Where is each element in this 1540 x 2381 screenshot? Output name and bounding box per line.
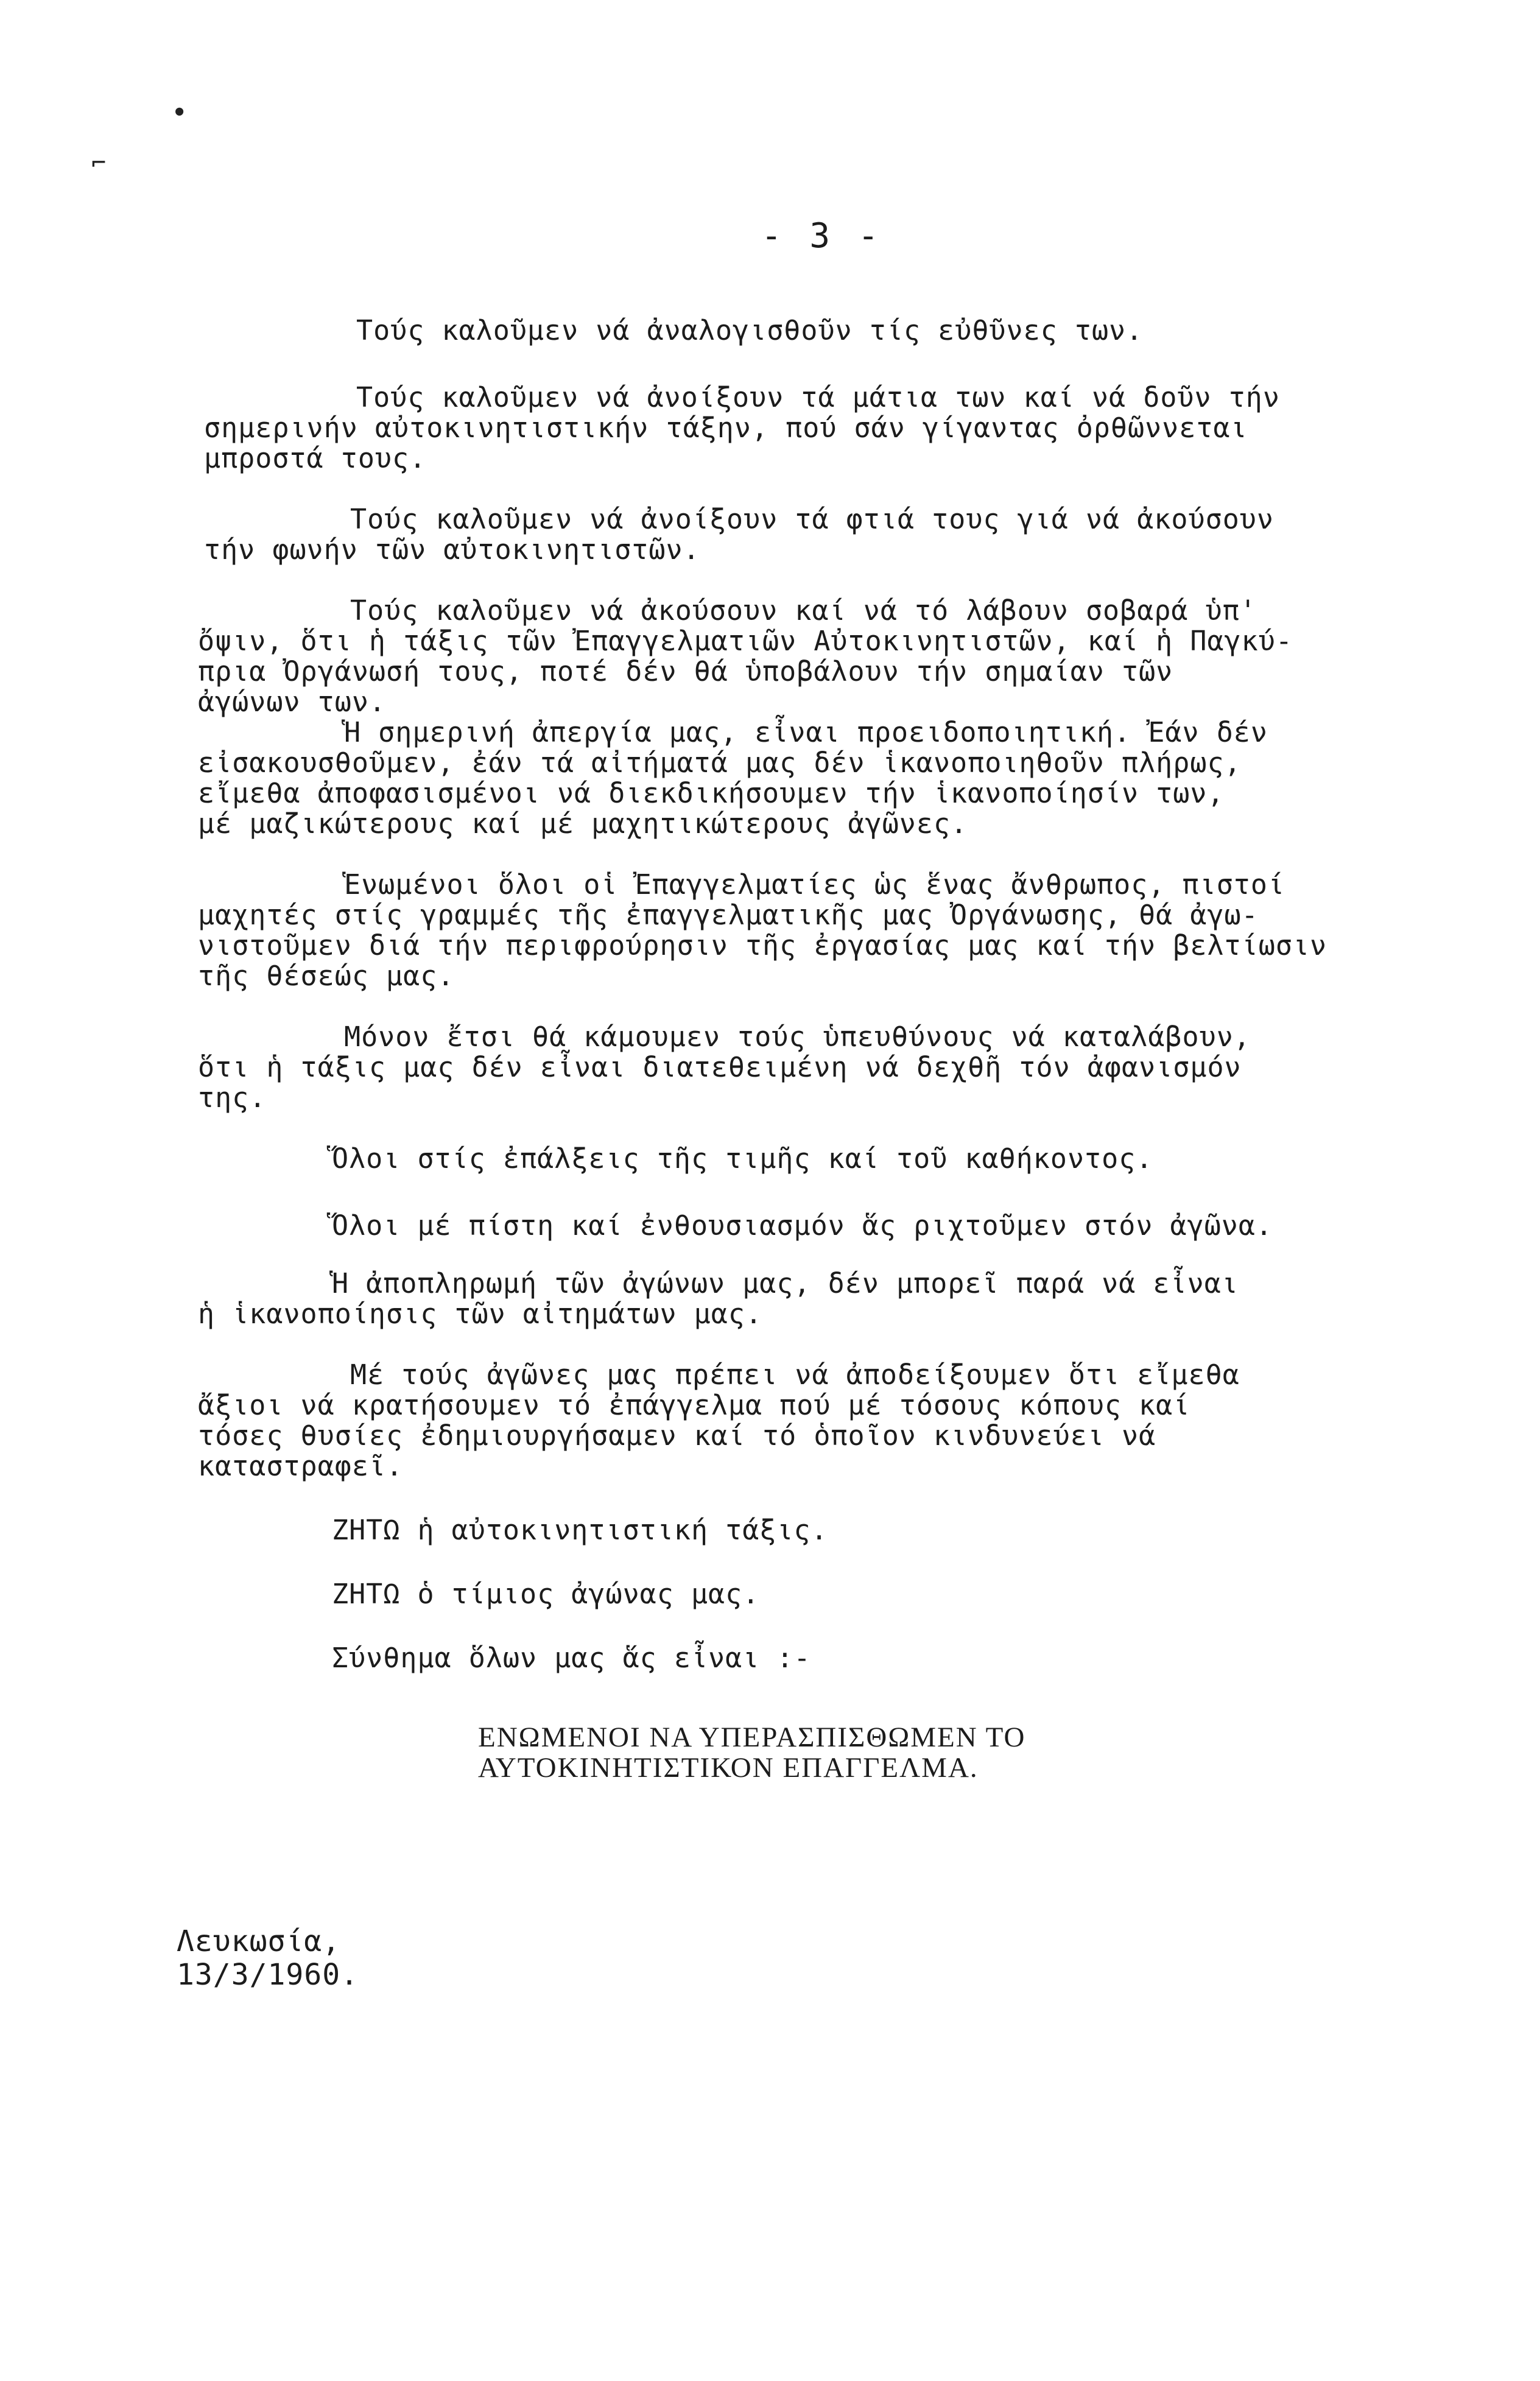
date: 13/3/1960. <box>177 1958 359 1992</box>
text-line: ἀγώνων των. <box>198 686 387 718</box>
text-line: Τούς καλοῦμεν νά ἀκούσουν καί νά τό λάβουν σοβαρά ὑπ' <box>350 594 1257 627</box>
page-number: - 3 - <box>761 216 882 256</box>
text-line: πρια Ὀργάνωσή τους, ποτέ δέν θά ὑποβάλουν τήν σημαίαν τῶν <box>198 655 1173 688</box>
text-line: Μόνον ἔτσι θά κάμουμεν τούς ὑπευθύνους νά καταλάβουν, <box>344 1021 1251 1053</box>
text-line: Μέ τούς ἀγῶνες μας πρέπει νά ἀποδείξουμεν ὅτι εἴμεθα <box>350 1359 1240 1391</box>
text-line: τήν φωνήν τῶν αὐτοκινητιστῶν. <box>204 533 700 566</box>
text-line: τόσες θυσίες ἐδημιουργήσαμεν καί τό ὁποῖον κινδυνεύει νά <box>198 1419 1156 1452</box>
place: Λευκωσία, <box>177 1924 341 1958</box>
text-line: μαχητές στίς γραμμές τῆς ἐπαγγελματικῆς μας Ὀργάνωσης, θά ἀγω- <box>198 899 1259 931</box>
text-line: Σύνθημα ὅλων μας ἅς εἶναι :- <box>332 1642 811 1674</box>
text-line: Ὅλοι μέ πίστη καί ἐνθουσιασμόν ἅς ριχτοῦμεν στόν ἀγῶνα. <box>332 1209 1273 1242</box>
text-line: Τούς καλοῦμεν νά ἀνοίξουν τά μάτια των καί νά δοῦν τήν <box>356 381 1280 413</box>
text-line: σημερινήν αὐτοκινητιστικήν τάξην, πού σάν γίγαντας ὀρθῶννεται <box>204 412 1248 444</box>
text-line: ἄξιοι νά κρατήσουμεν τό ἐπάγγελμα πού μέ τόσους κόπους καί <box>198 1389 1190 1421</box>
text-line: Ὅλοι στίς ἐπάλξεις τῆς τιμῆς καί τοῦ καθήκοντος. <box>332 1142 1153 1175</box>
text-line: ΖΗΤΩ ὁ τίμιος ἀγώνας μας. <box>332 1578 760 1610</box>
scan-mark: ⌐ <box>91 149 107 177</box>
text-line: τῆς θέσεώς μας. <box>198 960 455 992</box>
text-line: Ἡ σημερινή ἀπεργία μας, εἶναι προειδοποιητική. Ἐάν δέν <box>344 716 1268 748</box>
slogan-line: ΑΥΤΟΚΙΝΗΤΙΣΤΙΚΟΝ ΕΠΑΓΓΕΛΜΑ. <box>478 1752 979 1784</box>
text-line: Ἑνωμένοι ὅλοι οἱ Ἐπαγγελματίες ὡς ἕνας ἄνθρωπος, πιστοί <box>344 868 1285 901</box>
scan-speck: ● <box>175 104 184 119</box>
slogan-line: ΕΝΩΜΕΝΟΙ ΝΑ ΥΠΕΡΑΣΠΙΣΘΩΜΕΝ ΤΟ <box>478 1722 1026 1753</box>
text-line: εἴμεθα ἀποφασισμένοι νά διεκδικήσουμεν τήν ἱκανοποίησίν των, <box>198 777 1225 809</box>
text-line: εἰσακουσθοῦμεν, ἐάν τά αἰτήματά μας δέν ἱκανοποιηθοῦν πλήρως, <box>198 747 1242 779</box>
text-line: μέ μαζικώτερους καί μέ μαχητικώτερους ἀγῶνες. <box>198 807 968 840</box>
text-line: ΖΗΤΩ ἡ αὐτοκινητιστική τάξις. <box>332 1514 828 1546</box>
text-line: καταστραφεῖ. <box>198 1450 404 1482</box>
text-line: της. <box>198 1081 267 1114</box>
text-line: Τούς καλοῦμεν νά ἀνοίξουν τά φτιά τους γιά νά ἀκούσουν <box>350 503 1274 535</box>
text-line: νιστοῦμεν διά τήν περιφρούρησιν τῆς ἐργασίας μας καί τήν βελτίωσιν <box>198 929 1327 962</box>
text-line: Τούς καλοῦμεν νά ἀναλογισθοῦν τίς εὐθῦνες των. <box>356 314 1144 346</box>
text-line: Ἡ ἀποπληρωμή τῶν ἀγώνων μας, δέν μπορεῖ παρά νά εἶναι <box>332 1267 1239 1300</box>
text-line: ὅτι ἡ τάξις μας δέν εἶναι διατεθειμένη νά δεχθῆ τόν ἀφανισμόν <box>198 1051 1242 1083</box>
text-line: ἡ ἱκανοποίησις τῶν αἰτημάτων μας. <box>198 1298 763 1330</box>
text-line: ὄψιν, ὅτι ἡ τάξις τῶν Ἐπαγγελματιῶν Αὐτοκινητιστῶν, καί ἡ Παγκύ- <box>198 625 1293 657</box>
text-line: μπροστά τους. <box>204 442 427 474</box>
